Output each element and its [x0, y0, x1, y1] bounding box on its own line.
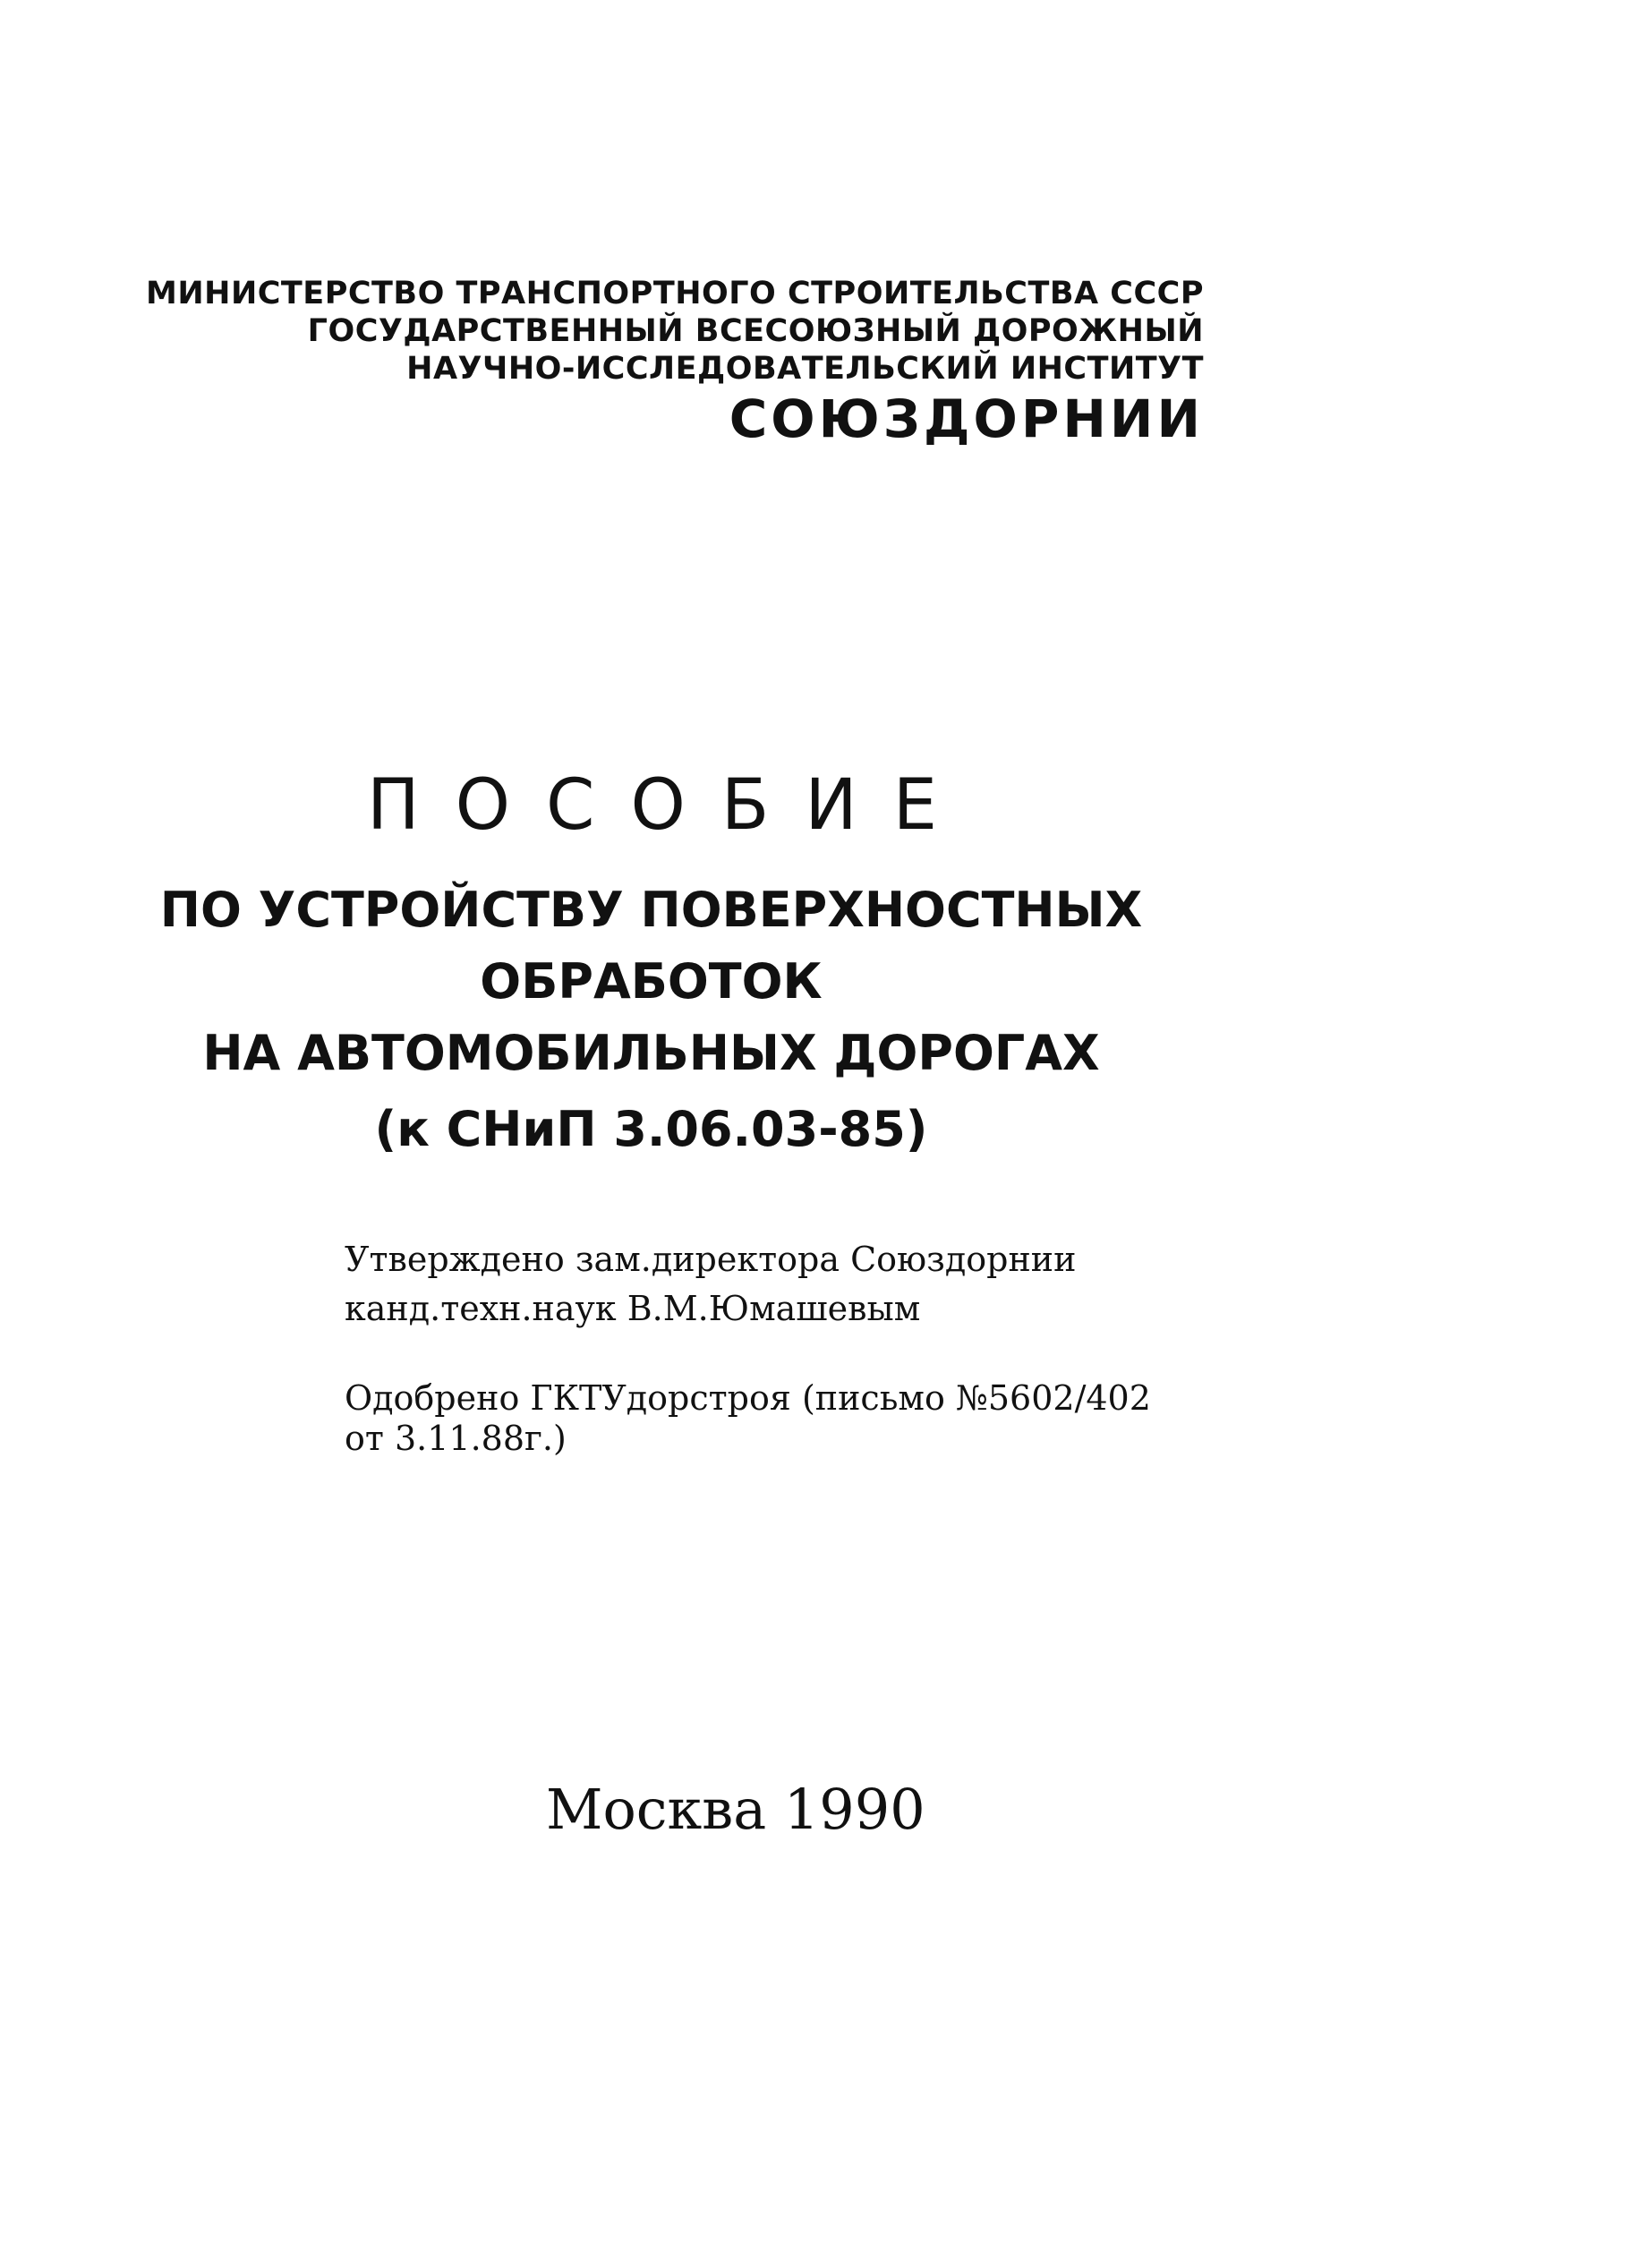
approved-by-line-2: канд.техн.наук В.М.Юмашевым [345, 1289, 921, 1328]
approved-by-line-1: Утверждено зам.директора Союздорнии [345, 1240, 1077, 1279]
endorsed-by-line-2: от 3.11.88г.) [345, 1419, 567, 1458]
institute-brand: СОЮЗДОРНИИ [729, 388, 1204, 449]
publication-place-year: Москва 1990 [546, 1777, 925, 1842]
ministry-line: МИНИСТЕРСТВО ТРАНСПОРТНОГО СТРОИТЕЛЬСТВА СССР [146, 276, 1204, 311]
subtitle-line-1: ПО УСТРОЙСТВУ ПОВЕРХНОСТНЫХ [159, 882, 1143, 938]
standard-reference: (к СНиП 3.06.03-85) [374, 1101, 928, 1157]
document-title: ПОСОБИЕ [367, 765, 974, 846]
subtitle-line-3: НА АВТОМОБИЛЬНЫХ ДОРОГАХ [202, 1025, 1100, 1081]
institute-line-2: НАУЧНО-ИССЛЕДОВАТЕЛЬСКИЙ ИНСТИТУТ [406, 351, 1204, 387]
institute-line-1: ГОСУДАРСТВЕННЫЙ ВСЕСОЮЗНЫЙ ДОРОЖНЫЙ [307, 313, 1204, 349]
subtitle-line-2: ОБРАБОТОК [480, 953, 823, 1010]
endorsed-by-line-1: Одобрено ГКТУдорстроя (письмо №5602/402 [345, 1378, 1151, 1418]
